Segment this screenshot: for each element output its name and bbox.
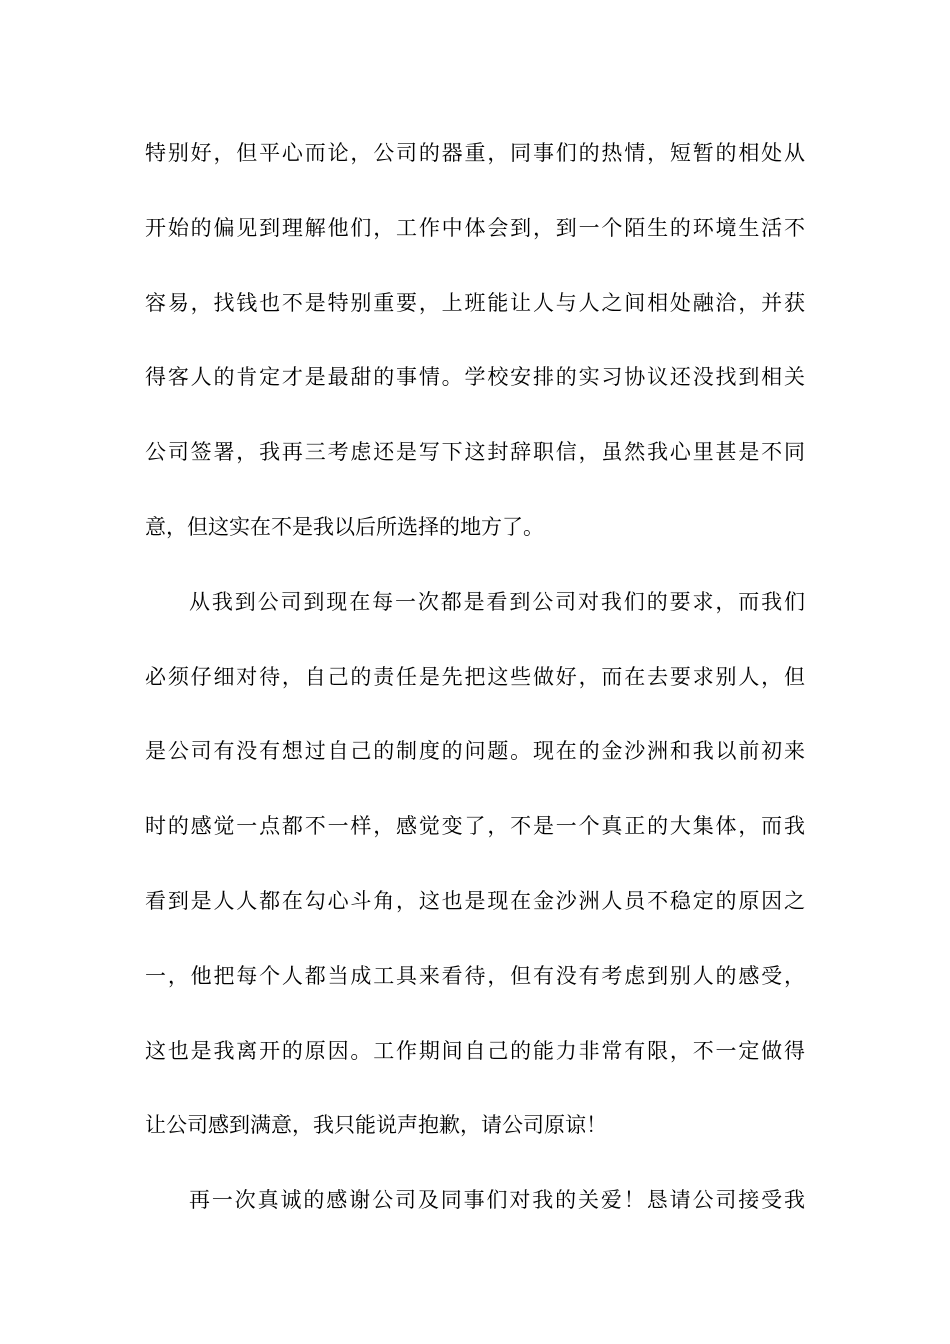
text-line: 这也是我离开的原因。工作期间自己的能力非常有限，不一定做得 <box>145 1038 805 1063</box>
text-line: 一，他把每个人都当成工具来看待，但有没有考虑到别人的感受， <box>145 963 805 988</box>
document-body <box>145 130 805 1252</box>
text-line: 必须仔细对待，自己的责任是先把这些做好，而在去要求别人，但 <box>145 664 805 689</box>
text-line: 看到是人人都在勾心斗角，这也是现在金沙洲人员不稳定的原因之 <box>145 888 805 913</box>
paragraph-2 <box>145 579 805 1177</box>
text-line: 从我到公司到现在每一次都是看到公司对我们的要求，而我们 <box>189 589 805 614</box>
text-line: 再一次真诚的感谢公司及同事们对我的关爱！恳请公司接受我 <box>189 1188 805 1213</box>
text-line: 时的感觉一点都不一样，感觉变了，不是一个真正的大集体，而我 <box>145 814 805 839</box>
paragraph-1 <box>145 130 805 579</box>
text-line: 容易，找钱也不是特别重要，上班能让人与人之间相处融洽，并获 <box>145 290 805 315</box>
text-line: 特别好，但平心而论，公司的器重，同事们的热情，短暂的相处从 <box>145 141 805 165</box>
text-line: 让公司感到满意，我只能说声抱歉，请公司原谅！ <box>145 1113 607 1138</box>
paragraph-3 <box>145 1177 805 1252</box>
text-line: 开始的偏见到理解他们，工作中体会到，到一个陌生的环境生活不 <box>145 215 805 240</box>
text-line: 公司签署，我再三考虑还是写下这封辞职信，虽然我心里甚是不同 <box>145 440 805 465</box>
text-line: 得客人的肯定才是最甜的事情。学校安排的实习协议还没找到相关 <box>145 365 805 390</box>
text-line: 意，但这实在不是我以后所选择的地方了。 <box>145 514 544 539</box>
text-line: 是公司有没有想过自己的制度的问题。现在的金沙洲和我以前初来 <box>145 739 805 764</box>
